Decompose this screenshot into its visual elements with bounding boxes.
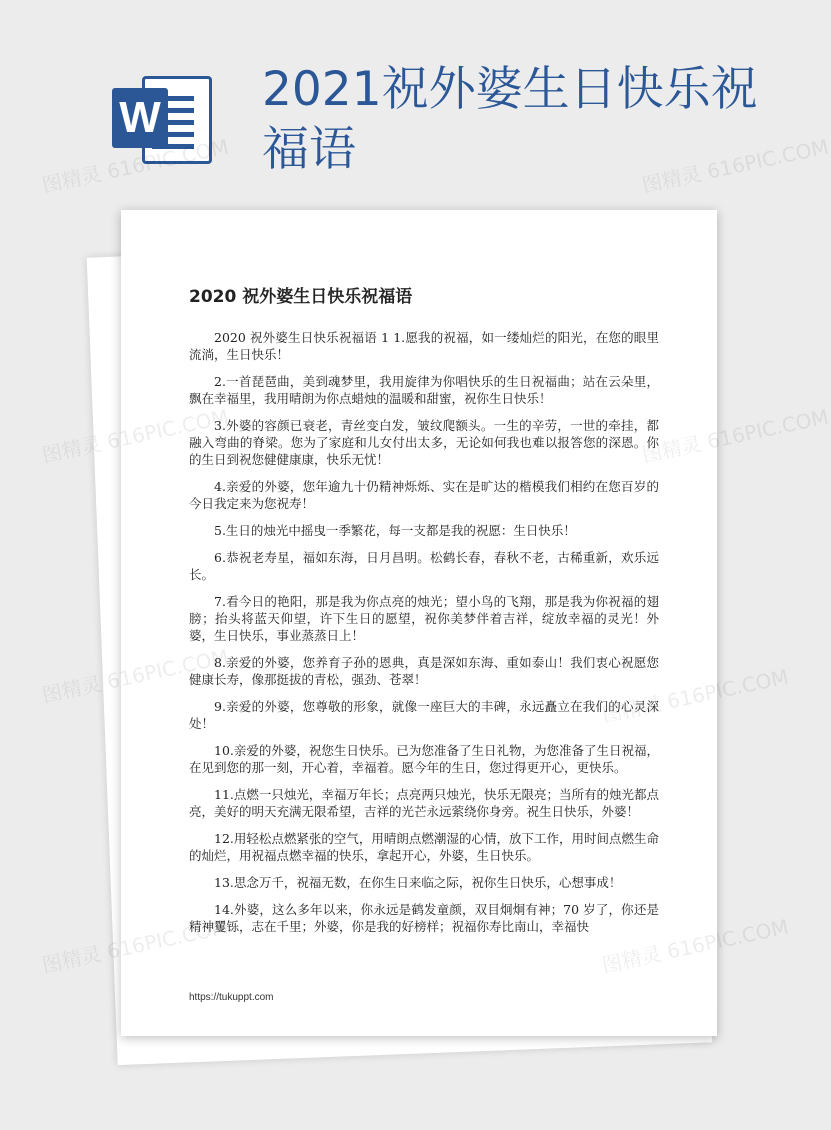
watermark: 图精灵 616PIC.COM: [39, 134, 231, 198]
watermark: 图精灵: [39, 941, 104, 978]
paragraph: 14.外婆，这么多年以来，你永远是鹤发童颜，双目炯炯有神；70 岁了，你还是精神矍铄，志在千里；外婆，你是我的好榜样；祝福你寿比南山，幸福快: [189, 902, 659, 934]
paragraph: 2.一首琵琶曲，美到魂梦里，我用旋律为你唱快乐的生日祝福曲；站在云朵里，飘在幸福里，我用晴朗为你点蜡烛的温暖和甜蜜，祝你生日快乐！: [189, 374, 659, 406]
paragraph: 10.亲爱的外婆，祝您生日快乐。已为您准备了生日礼物，为您准备了生日祝福，在见到您的那一刻，开心着，幸福着。愿今年的生日，您过得更开心，更快乐。: [189, 743, 659, 775]
document-body: [189, 329, 659, 969]
paragraph: 11.点燃一只烛光，幸福万年长；点亮两只烛光，快乐无限亮；当所有的烛光都点亮，美好的明天充满无限希望，吉祥的光芒永远萦绕你身旁。祝生日快乐，外婆！: [189, 787, 659, 819]
source-link[interactable]: https://tukuppt.com: [189, 992, 274, 1003]
paragraph: 2020 祝外婆生日快乐祝福语 1 1.愿我的祝福，如一缕灿烂的阳光，在您的眼里流淌，生日快乐！: [189, 330, 659, 362]
watermark: 616PIC.COM: [664, 664, 791, 714]
paragraph: 5.生日的烛光中摇曳一季繁花，每一支都是我的祝愿：生日快乐！: [214, 523, 576, 538]
watermark: 616PIC.COM: [664, 914, 791, 964]
paragraph: 12.用轻松点燃紧张的空气，用晴朗点燃潮湿的心情，放下工作，用时间点燃生命的灿烂，用祝福点燃幸福的快乐，拿起开心，外婆，生日快乐。: [189, 831, 659, 863]
watermark: 图精灵 616PIC.COM: [639, 134, 831, 198]
paragraph: 8.亲爱的外婆，您养育子孙的恩典，真是深如东海、重如泰山！我们衷心祝愿您健康长寿，像那挺拔的青松，强劲、苍翠！: [189, 655, 659, 687]
document-page: [121, 210, 717, 1036]
watermark: 图精灵 616PIC.COM: [639, 404, 831, 468]
paragraph: 7.看今日的艳阳，那是我为你点亮的烛光；望小鸟的飞翔，那是我为你祝福的翅膀；抬头将蓝天仰望，许下生日的愿望，祝你美梦伴着吉祥，绽放幸福的灵光！外婆，生日快乐，事业蒸蒸日上！: [189, 594, 659, 643]
document-content: [189, 282, 659, 969]
paragraph: 6.恭祝老寿星，福如东海，日月昌明。松鹤长春，春秋不老，古稀重新，欢乐远长。: [189, 550, 659, 582]
watermark: 图精灵: [39, 431, 104, 468]
paragraph: 9.亲爱的外婆，您尊敬的形象，就像一座巨大的丰碑，永远矗立在我们的心灵深处！: [189, 699, 659, 731]
watermark: 图精灵: [39, 671, 104, 708]
word-w-badge: W: [112, 88, 168, 148]
document-heading: 2020 祝外婆生日快乐祝福语: [189, 287, 413, 307]
page-title: 2021祝外婆生日快乐祝福语: [262, 62, 758, 177]
word-document-icon: [112, 66, 212, 166]
paragraph: 3.外婆的容颜已衰老，青丝变白发，皱纹爬额头。一生的辛劳，一世的牵挂，都融入弯曲的脊梁。您为了家庭和儿女付出太多，无论如何我也难以报答您的深恩。你的生日到祝您健健康康，快乐无忧！: [189, 418, 659, 467]
paragraph: 13.思念万千，祝福无数，在你生日来临之际，祝你生日快乐，心想事成！: [214, 875, 622, 890]
paragraph: 4.亲爱的外婆，您年逾九十仍精神烁烁、实在是旷达的楷模我们相约在您百岁的今日我定来为您祝寿！: [189, 479, 659, 511]
